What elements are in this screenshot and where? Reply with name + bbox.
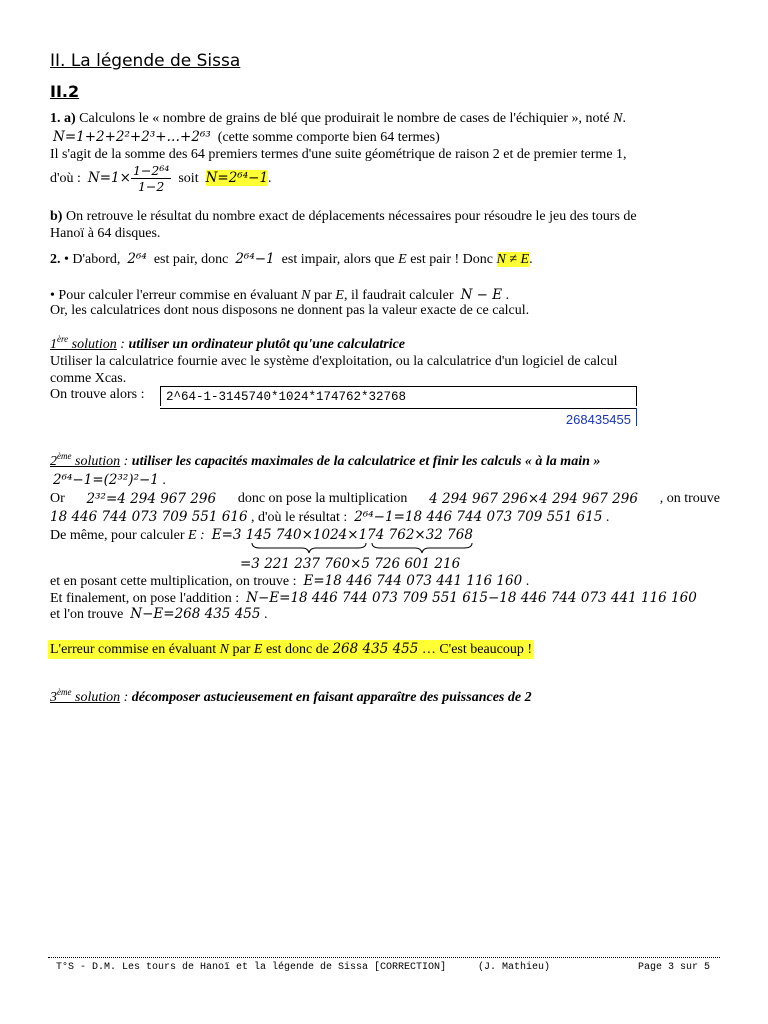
q2-b1a: • D'abord, [60,252,121,267]
sol2-label [50,451,121,469]
sol1-line1: Utiliser la calculatrice fournie avec le système d'exploitation, ou la calculatrice d'un logiciel de calcul [50,354,618,369]
sol2-heading-text: utiliser les capacités maximales de la calculatrice et finir les calculs « à la main » [131,454,601,469]
sol2-de-meme: De même, pour calculer [50,528,185,543]
underbrace-group [250,541,475,555]
sol2-donc-pose: donc on pose la multiplication [237,491,408,506]
underbrace-right [372,543,472,553]
q1a-line2 [53,129,440,146]
q1a-sum-note: (cette somme comporte bien 64 termes) [217,130,440,145]
conclusion-part3: est donc de [262,642,333,657]
q1a-result-end: . [268,171,272,186]
q1b-text: On retrouve le résultat du nombre exact de déplacements nécessaires pour résoudre le jeu des tours de [62,209,637,224]
q2-b1-end: . [529,252,533,267]
q2-E: E [398,252,407,267]
sol2-mult: 4 294 967 296×4 294 967 296 [429,491,638,507]
sol3-ordinal-sup: ème [57,687,72,697]
sol2-final: Et finalement, on pose l'addition : [50,591,240,606]
q1a-formula-left: N=1× [87,170,131,186]
sol2-res1: 2⁶⁴−1=18 446 744 073 709 551 615 [354,509,603,525]
q1a-line1 [50,111,626,127]
q2-or-line: Or, les calculatrices dont nous disposons ne donnent pas la valeur exacte de ce calcul. [50,303,530,318]
q2-b1b: est pair, donc [153,252,229,267]
q1a-sum: N=1+2+2²+2³+…+2⁶³ [53,129,211,145]
calculator-separator [160,408,637,409]
q1a-line4 [50,163,272,194]
sol2-eqE2-math: =3 221 237 760×5 726 601 216 [240,556,461,572]
sol2-eqE-b: 174 762×32 768 [358,527,473,543]
sol2-eqE-a: 3 145 740×1024 [232,527,348,543]
sol1-ordinal-sup: ère [57,334,69,344]
sol1-label [50,334,117,352]
q2-label: 2. [50,252,61,267]
q2-bullet2 [50,287,509,304]
q1a-dot: . [622,111,626,126]
sol2-line-or [50,491,720,507]
sol1-line3: On trouve alors : [50,387,145,402]
sol2-line-final [50,590,697,607]
sol2-eq-diff: N−E=268 435 455 [130,606,261,622]
q2-b2c: , il faudrait calculer [343,288,454,303]
q2-b2b: par [314,288,332,303]
sol2-line-trouve [50,606,267,623]
section-subtitle: II.2 [50,82,80,101]
sol2-eqE-prefix: E= [211,527,233,543]
sol1-heading [50,334,406,353]
conclusion-E: E [253,642,263,657]
sol2-or: Or [50,491,65,506]
sol2-eqE-times: × [347,527,359,543]
sol2-dou: , d'où le résultat : [251,510,348,525]
q1a-var: N [613,111,623,126]
footer-page: Page 3 sur 5 [638,962,711,973]
sol1-heading-text: utiliser un ordinateur plutôt qu'une calculatrice [128,337,406,352]
q2-neq: N ≠ E [496,252,530,267]
q2-N: N [301,288,311,303]
sol2-res1-end: . [605,510,610,525]
sol3-colon: : [120,690,132,705]
calculator-output-border [636,408,637,426]
sol2-trouve: et l'on trouve [50,607,124,622]
sol2-eq-add: N−E=18 446 744 073 709 551 615−18 446 744 073 441 116 160 [246,590,697,606]
q1b-label: b) [50,209,63,224]
q2-b1d: est pair ! Donc [410,252,493,267]
q2-pow: 2⁶⁴ [127,251,147,267]
sol2-line-result [50,509,609,526]
conclusion-N: N [219,642,230,657]
sol2-eq1-end: . [162,473,166,488]
q2-b2a: • Pour calculer l'erreur commise en évaluant [50,288,298,303]
q1a-donc: d'où : [50,171,81,186]
sol2-eq2: 2³²=4 294 967 296 [86,491,217,507]
q1a-text: Calculons le « nombre de grains de blé que produirait le nombre de cases de l'échiquier », noté [75,111,614,126]
sol2-eq-diff-end: . [263,607,268,622]
sol1-colon: : [116,337,129,352]
conclusion-part2: par [229,642,254,657]
q2-bullet1 [50,251,533,268]
sol1-line2: comme Xcas. [50,371,127,386]
sol2-eq1 [53,472,166,489]
footer-left: T°S - D.M. Les tours de Hanoï et la légende de Sissa [CORRECTION] [56,962,447,973]
sol3-heading-text: décomposer astucieusement en faisant apparaître des puissances de 2 [131,690,532,705]
q1a-line3: Il s'agit de la somme des 64 premiers termes d'une suite géométrique de raison 2 et de premier terme 1, [50,147,627,162]
q1b-line1 [50,209,637,225]
q1a-fraction [131,163,171,194]
sol2-word: solution [71,454,121,469]
sol2-posant: et en posant cette multiplication, on trouve : [50,574,297,589]
q1a-frac-num: 1−2⁶⁴ [132,163,170,179]
sol2-heading [50,451,601,470]
conclusion [48,640,534,659]
q1a-result: N=2⁶⁴−1 [205,170,269,186]
q2-diff: N − E [460,287,503,303]
sol3-heading [50,687,532,706]
q1a-soit: soit [178,171,199,186]
sol3-word: solution [71,690,121,705]
calculator-window [160,386,637,426]
sol2-ordinal: 2 [50,454,57,469]
q2-E2: E [335,288,344,303]
sol2-big1: 18 446 744 073 709 551 616 [50,509,248,525]
q1b-line2: Hanoï à 64 disques. [50,226,161,241]
sol1-word: solution [68,337,117,352]
sol2-eq1-math: 2⁶⁴−1=(2³²)²−1 [53,472,159,488]
sol2-eqE3: E=18 446 744 073 441 116 160 [303,573,523,589]
underbrace-left [252,543,366,553]
page-title: II. La légende de Sissa [50,51,241,71]
q1a-frac-den: 1−2 [137,179,165,195]
sol3-label [50,687,121,705]
conclusion-value: 268 435 455 [332,641,419,657]
sol3-ordinal: 3 [50,690,57,705]
sol2-on-trouve: , on trouve [659,491,720,506]
q1a-label: 1. a) [50,111,76,126]
sol2-line-posant [50,573,529,590]
calculator-input[interactable]: 2^64-1-3145740*1024*174762*32768 [160,386,637,406]
footer-author: (J. Mathieu) [478,962,551,973]
q2-b1c: est impair, alors que [281,252,395,267]
sol2-ordinal-sup: ème [57,451,72,461]
sol2-eqE2 [240,556,460,573]
q2-b2-end: . [505,288,510,303]
conclusion-part4: … C'est beaucoup ! [418,642,533,657]
conclusion-part1: L'erreur commise en évaluant [50,642,220,657]
sol2-E-colon: E : [188,528,205,543]
q2-powm1: 2⁶⁴−1 [235,251,275,267]
sol2-eqE3-end: . [525,574,530,589]
sol2-colon: : [120,454,132,469]
sol1-ordinal: 1 [50,337,57,352]
calculator-result: 268435455 [565,412,631,427]
footer-divider [48,957,720,958]
